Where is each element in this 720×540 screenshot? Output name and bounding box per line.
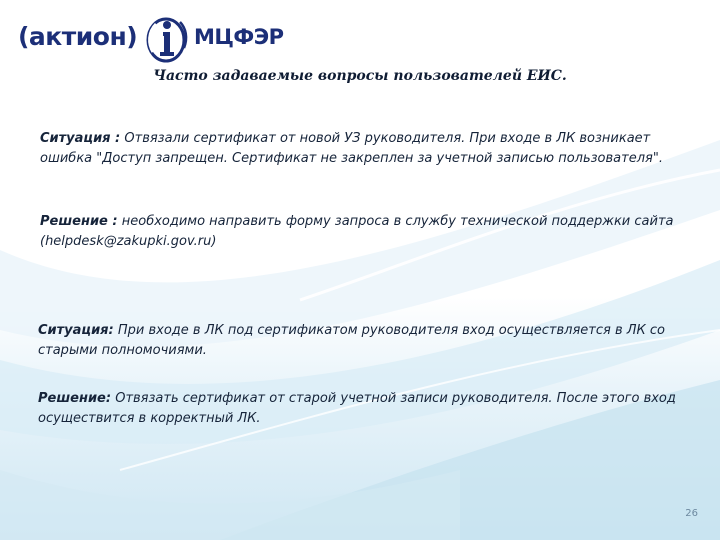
solution-1-label: Решение : (40, 214, 118, 229)
solution-2-text: Отвязать сертификат от старой учетной записи руководителя. После этого вход осуществится в корректный ЛК. (38, 391, 676, 426)
solution-2 (38, 389, 678, 429)
situation-1 (40, 129, 680, 169)
solution-1 (40, 212, 680, 252)
aktion-logo: (актион) (18, 22, 138, 51)
header-logos (18, 12, 284, 64)
situation-2-text: При входе в ЛК под сертификатом руководителя вход осуществляется в ЛК со старыми полномочиями. (38, 323, 665, 358)
page-number: 26 (685, 508, 698, 519)
slide-title: Часто задаваемые вопросы пользователей ЕИС. (153, 68, 567, 84)
situation-1-text: Отвязали сертификат от новой УЗ руководителя. При входе в ЛК возникает ошибка "Доступ запрещен. Сертификат не закреплен за учетной записью пользователя". (40, 131, 663, 166)
solution-1-text: необходимо направить форму запроса в службу технической поддержки сайта (helpdesk@zakupki.gov.ru) (40, 214, 674, 249)
situation-2-label: Ситуация: (38, 323, 114, 338)
mcfer-emblem-icon (144, 14, 190, 64)
situation-2 (38, 321, 678, 361)
mcfer-logo: МЦФЭР (194, 25, 284, 49)
solution-2-label: Решение: (38, 391, 112, 406)
situation-1-label: Ситуация : (40, 131, 121, 146)
